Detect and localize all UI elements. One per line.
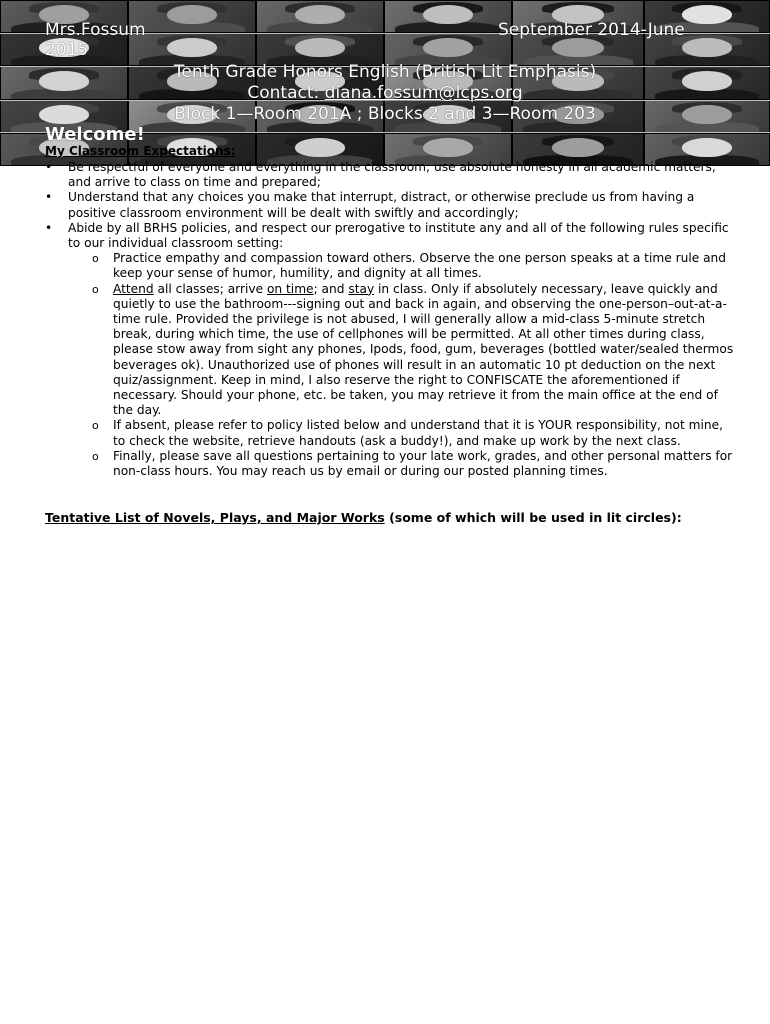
- sub-list-item: [45, 449, 735, 479]
- portrait-tile: [384, 0, 512, 33]
- sub-bullet-mark: o: [92, 449, 99, 463]
- school-year-end: 2015: [45, 40, 89, 60]
- portrait-face: [552, 38, 604, 57]
- expectations-heading: My Classroom Expectations:: [45, 144, 236, 158]
- portrait-face: [423, 38, 473, 57]
- rule-absence: If absent, please refer to policy listed below and understand that it is YOUR responsibility, not mine, to check the website, retrieve handouts (ask a buddy!), and make up work by the next class.: [113, 418, 723, 448]
- teacher-name: Mrs.Fossum: [45, 20, 146, 40]
- rule-empathy: Practice empathy and compassion toward others. Observe the one person speaks at a time rule and keep your sense of humor, humility, and dignity at all times.: [113, 251, 727, 281]
- sub-list-item: [45, 418, 735, 448]
- rule-text: in class. Only if absolutely necessary, leave quickly and quietly to use the bathroom---signing out and back in again, and observing the one-person–out-at-a-time rule. Provided the privilege is not abused, I will generally allow a mid-class 5-minute stretch break, during which time, the use of cellphones will be permitted. At all other times during class, please stow away from sight any phones, Ipods, food, gum, beverages (bottled water/sealed thermos beverages ok). Unauthorized use of phones will result in an automatic 10 pt deduction on the next quiz/assignment. Keep in mind, I also reserve the right to CONFISCATE the aforementioned if necessary. Should your phone, etc. be taken, you may retrieve it from the main office at the end of the day.: [113, 281, 734, 418]
- expectations-section: [45, 160, 735, 479]
- sub-bullet-mark: o: [92, 419, 99, 433]
- reading-list-title: Tentative List of Novels, Plays, and Major Works: [45, 510, 385, 525]
- list-item: [45, 160, 735, 190]
- on-time-word: on time: [266, 281, 314, 296]
- course-title: Tenth Grade Honors English (British Lit Emphasis): [173, 62, 597, 82]
- bullet-mark: •: [45, 220, 53, 235]
- portrait-face: [552, 138, 604, 157]
- reading-list-heading: [45, 510, 682, 525]
- portrait-face: [295, 38, 345, 57]
- sub-list-item: [45, 251, 735, 281]
- portrait-tile: [256, 0, 384, 33]
- portrait-face: [423, 138, 473, 157]
- expectations-list: [45, 160, 735, 251]
- portrait-face: [682, 138, 732, 157]
- reading-list-note: (some of which will be used in lit circles):: [384, 510, 682, 525]
- portrait-face: [682, 5, 732, 24]
- list-item-text: Be respectful of everyone and everything in the classroom; use absolute honesty in all academic matters; and arrive to class on time and prepared;: [68, 160, 717, 190]
- portrait-face: [167, 38, 217, 57]
- portrait-face: [423, 5, 473, 24]
- sub-bullet-mark: o: [92, 282, 99, 296]
- portrait-face: [682, 38, 732, 57]
- portrait-face: [295, 138, 345, 157]
- portrait-face: [295, 5, 345, 24]
- classroom-rules-list: [45, 251, 735, 479]
- contact-label: Contact:: [247, 83, 325, 103]
- rule-text: all classes; arrive: [153, 281, 267, 296]
- sub-bullet-mark: o: [92, 252, 99, 266]
- contact-line: [0, 83, 770, 103]
- list-item: [45, 221, 735, 251]
- contact-email-link[interactable]: diana.fossum@lcps.org: [324, 83, 523, 103]
- room-assignments: Block 1—Room 201A ; Blocks 2 and 3—Room 203: [174, 104, 596, 124]
- bullet-mark: •: [45, 160, 53, 174]
- attend-word: Attend: [113, 281, 154, 296]
- welcome-heading: Welcome!: [45, 124, 145, 145]
- list-item-text: Abide by all BRHS policies, and respect our prerogative to institute any and all of the following rules specific to our individual classroom setting:: [68, 220, 729, 251]
- school-year: September 2014-June: [498, 20, 685, 40]
- bullet-mark: •: [45, 190, 53, 205]
- sub-list-item: [45, 282, 735, 419]
- list-item-text: Understand that any choices you make that interrupt, distract, or otherwise preclude us from having a positive classroom environment will be dealt with swiftly and accordingly;: [68, 190, 695, 220]
- rule-attendance: [113, 282, 733, 418]
- rule-text: ; and: [313, 281, 349, 296]
- portrait-face: [167, 5, 217, 24]
- portrait-tile: [128, 0, 256, 33]
- rule-questions: Finally, please save all questions pertaining to your late work, grades, and other personal matters for non-class hours. You may reach us by email or during our posted planning times.: [113, 448, 733, 479]
- list-item: [45, 190, 735, 220]
- stay-word: stay: [348, 281, 375, 296]
